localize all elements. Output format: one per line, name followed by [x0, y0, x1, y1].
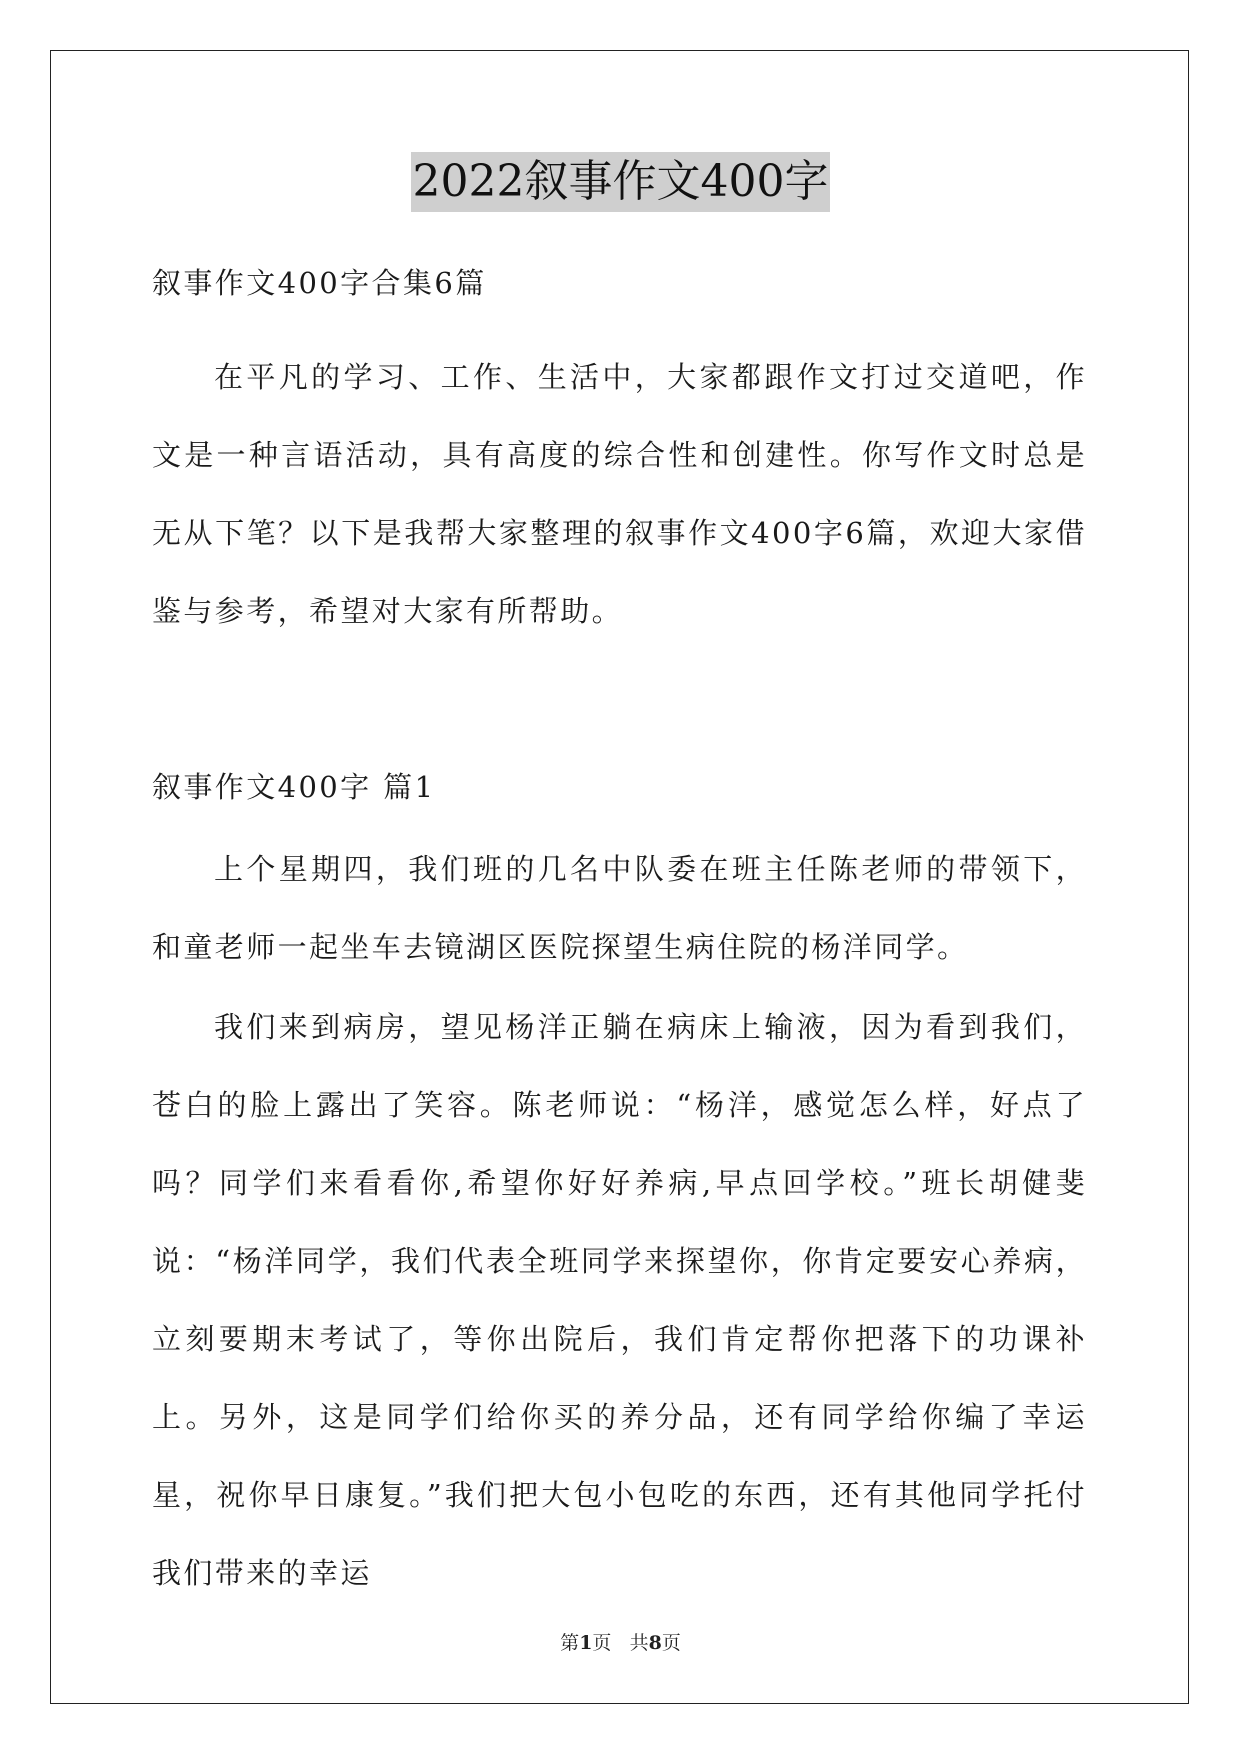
section-heading: 叙事作文400字 篇1	[152, 770, 436, 804]
page-prefix: 第	[560, 1632, 580, 1654]
document-title: 2022叙事作文400字	[411, 152, 831, 212]
page-suffix: 页	[592, 1632, 612, 1654]
total-prefix: 共	[629, 1632, 649, 1654]
body-paragraph-2: 我们来到病房，望见杨洋正躺在病床上输液，因为看到我们，苍白的脸上露出了笑容。陈老师说：“杨洋，感觉怎么样，好点了吗？同学们来看看你,希望你好好养病,早点回学校。”班长胡健斐说：“杨洋同学，我们代表全班同学来探望你，你肯定要安心养病，立刻要期末考试了，等你出院后，我们肯定帮你把落下的功课补上。另外，这是同学们给你买的养分品，还有同学给你编了幸运星，祝你早日康复。”我们把大包小包吃的东西，还有其他同学托付我们带来的幸运	[152, 1010, 1087, 1590]
total-pages: 8	[648, 1632, 662, 1654]
page-number: 1	[579, 1632, 593, 1654]
total-suffix: 页	[661, 1632, 681, 1654]
body-paragraph-1: 上个星期四，我们班的几名中队委在班主任陈老师的带领下，和童老师一起坐车去镜湖区医院探望生病住院的杨洋同学。	[152, 852, 1087, 964]
title-container	[0, 152, 1241, 212]
intro-paragraph: 在平凡的学习、工作、生活中，大家都跟作文打过交道吧，作文是一种言语活动，具有高度的综合性和创建性。你写作文时总是无从下笔？以下是我帮大家整理的叙事作文400字6篇，欢迎大家借鉴与参考，希望对大家有所帮助。	[152, 360, 1087, 628]
document-subtitle: 叙事作文400字合集6篇	[152, 266, 487, 300]
page-footer	[0, 1628, 1241, 1655]
